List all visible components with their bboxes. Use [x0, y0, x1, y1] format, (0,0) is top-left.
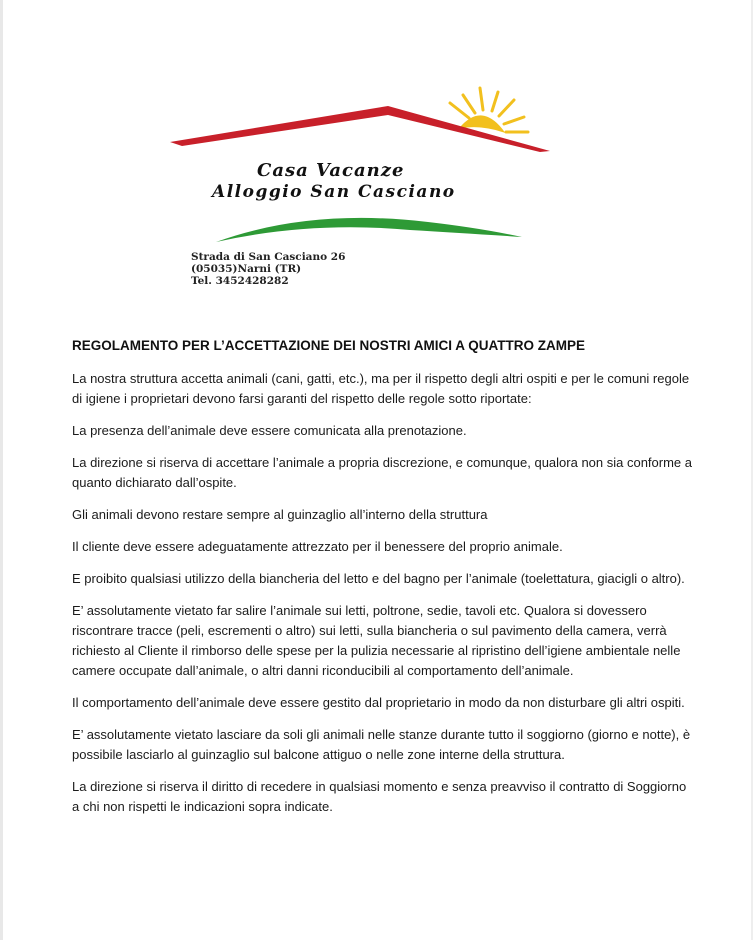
page-left-edge	[0, 0, 3, 940]
paragraph: La presenza dell’animale deve essere comunicata alla prenotazione.	[72, 423, 467, 438]
paragraph: E’ assolutamente vietato lasciare da soli gli animali nelle stanze durante tutto il soggiorno (giorno e notte), è possibile lasciarlo al guinzaglio sul balcone attiguo o nelle zone interne della struttura.	[72, 727, 691, 762]
sun-icon	[450, 88, 528, 132]
brand-name: Casa Vacanze	[257, 160, 405, 181]
logo	[160, 80, 560, 250]
paragraph: La direzione si riserva il diritto di recedere in qualsiasi momento e senza preavviso il contratto di Soggiorno a chi non rispetti le indicazioni sopra indicate.	[72, 779, 687, 814]
paragraph: La direzione si riserva di accettare l’animale a propria discrezione, e comunque, qualora non sia conforme a quanto dichiarato dall’ospite.	[72, 455, 693, 490]
address-city: (05035)Narni (TR)	[191, 263, 302, 275]
paragraph: Il comportamento dell’animale deve essere gestito dal proprietario in modo da non disturbare gli altri ospiti.	[72, 695, 685, 710]
address-street: Strada di San Casciano 26	[191, 251, 346, 263]
paragraph: Il cliente deve essere adeguatamente attrezzato per il benessere del proprio animale.	[72, 539, 563, 554]
hill-icon	[216, 218, 522, 242]
address-phone: Tel. 3452428282	[191, 275, 289, 287]
brand-subname: Alloggio San Casciano	[212, 182, 456, 202]
paragraph: La nostra struttura accetta animali (cani, gatti, etc.), ma per il rispetto degli altri ospiti e per le comuni regole di igiene i proprietari devono farsi garanti del rispetto delle regole sotto riportate:	[72, 371, 690, 406]
address-block	[191, 251, 345, 287]
paragraph: E’ assolutamente vietato far salire l’animale sui letti, poltrone, sedie, tavoli etc. Qualora si dovessero riscontrare tracce (peli, escrementi o altro) sui letti, sulla biancheria o sul pavimento della camera, verrà richiesto al Cliente il rimborso delle spese per la pulizia necessarie al ripristino dell’igiene ambientale nelle camere occupate dall’animale, o altri danni riconducibili al comportamento dell’animale.	[72, 603, 681, 678]
document-body	[72, 336, 692, 829]
document-title: REGOLAMENTO PER L’ACCETTAZIONE DEI NOSTRI AMICI A QUATTRO ZAMPE	[72, 338, 585, 353]
paragraph: Gli animali devono restare sempre al guinzaglio all’interno della struttura	[72, 507, 488, 522]
paragraph: E proibito qualsiasi utilizzo della biancheria del letto e del bagno per l’animale (toelettatura, giacigli o altro).	[72, 571, 685, 586]
